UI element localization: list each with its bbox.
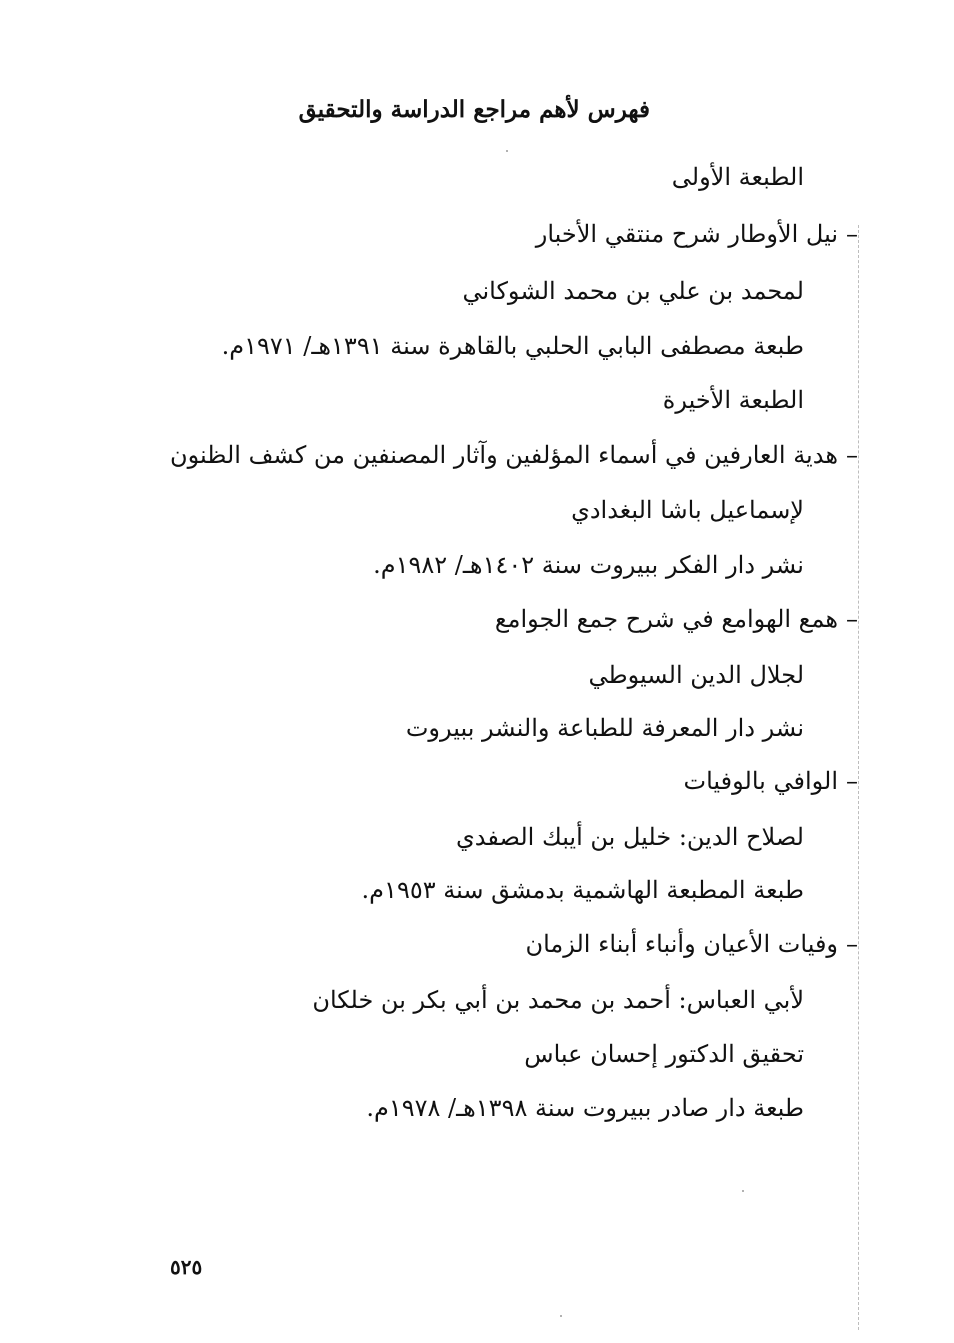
text-line: طبعة المطبعة الهاشمية بدمشق سنة ١٩٥٣م.: [361, 876, 804, 904]
entry-title-text: هدية العارفين في أسماء المؤلفين وآثار المصنفين من كشف الظنون: [170, 441, 838, 469]
entry-dash: –: [846, 220, 858, 248]
entry-title-text: الوافي بالوفيات: [683, 767, 838, 795]
text-line: الطبعة الأولى: [671, 163, 804, 191]
text-line: نشر دار المعرفة للطباعة والنشر ببيروت: [405, 714, 804, 742]
text-line: نشر دار الفكر ببيروت سنة ١٤٠٢هـ/ ١٩٨٢م.: [373, 551, 804, 579]
reference-entry-title: [684, 764, 858, 798]
reference-entry-title: [525, 927, 858, 961]
text-line: لأبي العباس: أحمد بن محمد بن أبي بكر بن خلكان: [312, 986, 804, 1014]
entry-title-text: وفيات الأعيان وأنباء أبناء الزمان: [525, 930, 838, 958]
entry-title-text: نيل الأوطار شرح منتقي الأخبار: [535, 220, 838, 248]
scan-speck: [506, 150, 508, 152]
entry-dash: –: [846, 930, 858, 958]
page-header-title: فهرس لأهم مراجع الدراسة والتحقيق: [298, 96, 650, 123]
reference-entry-title: [536, 217, 858, 251]
text-line: الطبعة الأخيرة: [662, 386, 804, 414]
entry-dash: –: [846, 767, 858, 795]
entry-dash: –: [846, 441, 858, 469]
text-line: لجلال الدين السيوطي: [588, 661, 804, 689]
text-line: لصلاح الدين: خليل بن أيبك الصفدي: [456, 823, 804, 851]
page-number: ٥٢٥: [170, 1255, 203, 1279]
scan-speck: [560, 1315, 562, 1317]
text-line: لمحمد بن علي بن محمد الشوكاني: [462, 277, 804, 305]
text-line: طبعة مصطفى البابي الحلبي بالقاهرة سنة ١٣٩١هـ/ ١٩٧١م.: [221, 332, 804, 360]
text-line: لإسماعيل باشا البغدادي: [571, 496, 804, 524]
reference-entry-title: [495, 602, 858, 636]
entry-title-text: همع الهوامع في شرح جمع الجوامع: [494, 605, 838, 633]
scan-speck: [742, 1190, 744, 1192]
text-line: طبعة دار صادر ببيروت سنة ١٣٩٨هـ/ ١٩٧٨م.: [366, 1094, 804, 1122]
reference-entry-title: [170, 438, 858, 472]
text-line: تحقيق الدكتور إحسان عباس: [524, 1040, 804, 1068]
margin-guide-line: [858, 225, 859, 1330]
entry-dash: –: [846, 605, 858, 633]
